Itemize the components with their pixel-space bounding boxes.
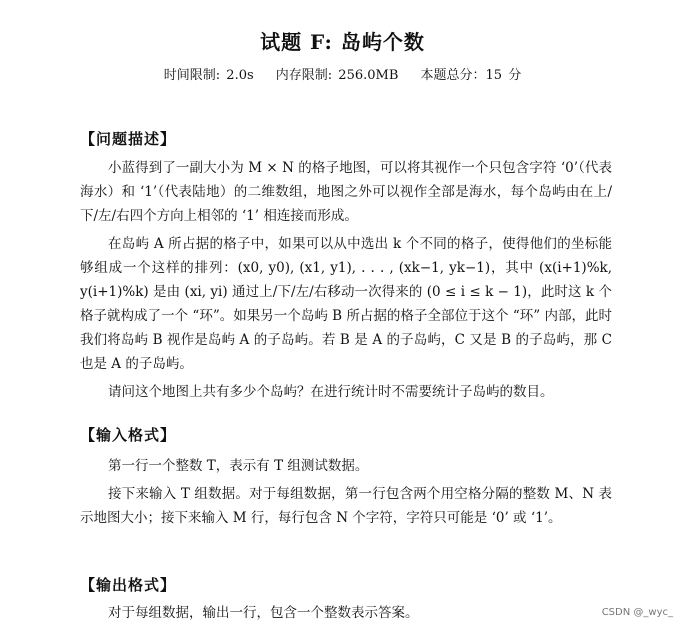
csdn-watermark: CSDN @_wyc_ [601, 607, 673, 618]
section-heading-output: 【输出格式】 [80, 576, 177, 594]
time-limit: 时间限制: 2.0s [163, 68, 254, 83]
input-paragraph-1: 第一行一个整数 T，表示有 T 组测试数据。 [108, 458, 369, 474]
problem-limits [0, 64, 685, 83]
section-heading-input: 【输入格式】 [80, 426, 177, 444]
description-paragraph-1: 小蓝得到了一副大小为 M × N 的格子地图，可以将其视作一个只包含字符 ‘0’（代表海水）和 ‘1’（代表陆地）的二维数组，地图之外可以视作全部是海水，每个岛屿由在上/下/左/右四个方向上相邻的 ‘1’ 相连接而形成。 [80, 160, 612, 224]
input-paragraph-2: 接下来输入 T 组数据。对于每组数据，第一行包含两个用空格分隔的整数 M、N 表示地图大小；接下来输入 M 行，每行包含 N 个字符，字符只可能是 ‘0’ 或 ‘1’。 [80, 486, 612, 526]
total-score: 本题总分：15 分 [420, 68, 522, 83]
output-paragraph-1: 对于每组数据，输出一行，包含一个整数表示答案。 [108, 605, 419, 621]
section-heading-description: 【问题描述】 [80, 130, 177, 148]
description-paragraph-2: 在岛屿 A 所占据的格子中，如果可以从中选出 k 个不同的格子，使得他们的坐标能够组成一个这样的排列：(x0, y0), (x1, y1), . . . , (xk−1, yk−1)，其中 (x(i+1)%k, y(i+1)%k) 是由 (xi, yi) 通过上/下/左/右移动一次得来的 (0 ≤ i ≤ k − 1)，此时这 k 个格子就构成了一个 “环”。如果另一个岛屿 B 所占据的格子全部位于这个 “环” 内部，此时我们将岛屿 B 视作是岛屿 A 的子岛屿。若 B 是 A 的子岛屿，C 又是 B 的子岛屿，那 C 也是 A 的子岛屿。 [80, 236, 612, 372]
page-title: 试题 F: 岛屿个数 [260, 30, 425, 54]
memory-limit: 内存限制: 256.0MB [275, 68, 399, 83]
description-paragraph-3: 请问这个地图上共有多少个岛屿？在进行统计时不需要统计子岛屿的数目。 [108, 384, 554, 400]
